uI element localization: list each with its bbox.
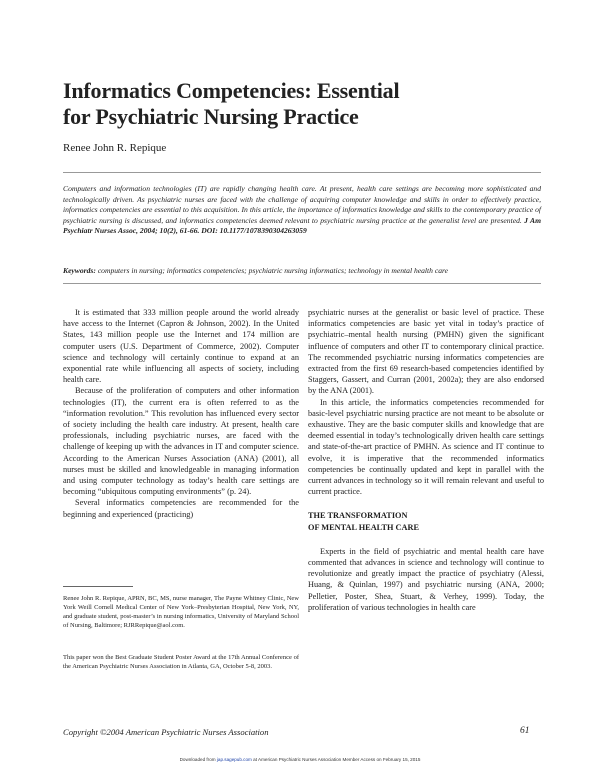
body-paragraph: Because of the proliferation of computers and other information technologies (IT), the current era is often referred to as the “information revolution.” This revolution has influenced every sector of society including the health care industry. At present, health care professionals, including psychiatric nurses, are faced with the challenge of keeping up with the advances in IT and computer science. According to the American Nurses Association (ANA) (2001), all nurses must be skilled and knowledgeable in managing information and using computer technology as today’s health care settings are becoming “ubiquitous computing environments” (p. 24).: [63, 386, 299, 497]
section-heading-line-2: OF MENTAL HEALTH CARE: [308, 522, 420, 532]
title-line-1: Informatics Competencies: Essential: [63, 78, 400, 103]
keywords: [63, 266, 541, 276]
download-prefix: Downloaded from: [179, 757, 216, 762]
keywords-label: Keywords:: [63, 266, 96, 275]
download-link[interactable]: jap.sagepub.com: [216, 757, 252, 762]
keywords-bottom-rule: [63, 283, 541, 284]
body-paragraph: It is estimated that 333 million people around the world already have access to the Internet (Capron & Johnson, 2002). In the United States, 143 million people use the Internet and 174 million are computer users (U.S. Department of Commerce, 2002). Computer science and technology will certainly continue to expand at an exponential rate while influencing all aspects of society, including health care.: [63, 308, 299, 385]
section-heading-line-1: THE TRANSFORMATION: [308, 511, 408, 521]
page-number: 61: [520, 726, 530, 736]
body-column-right: [308, 307, 544, 613]
body-paragraph: Experts in the field of psychiatric and mental health care have commented that advances in science and technology will continue to revolutionize and greatly impact the practice of psychiatry (Alessi, Huang, & Quinlan, 1997) and psychiatric nursing (ANA, 2000; Pelletier, Poster, Shea, Stuart, & Verhey, 1999). Today, the proliferation of various technologies in health care: [308, 546, 544, 612]
body-paragraph: psychiatric nurses at the generalist or basic level of practice. These informatics competencies are basic yet vital in today’s practice of psychiatric–mental health nursing (PMHN) given the significant influence of computers and other IT to contemporary clinical practice. The recommended psychiatric nursing informatics competencies are extracted from the first 69 research-based competencies identified by Staggers, Gassert, and Curran (2001, 2002a); they are also endorsed by the ANA (2001).: [308, 308, 544, 396]
abstract: [63, 184, 541, 237]
article-title: [63, 78, 543, 130]
award-footnote: This paper won the Best Graduate Student Poster Award at the 17th Annual Conference of the American Psychiatric Nurses Association in Atlanta, GA, October 5-8, 2003.: [63, 654, 299, 670]
section-heading: [308, 510, 544, 532]
abstract-text: Computers and information technologies (IT) are rapidly changing health care. At present, health care settings are becoming more sophisticated and technologically driven. As psychiatric nurses are faced with the challenge of acquiring computer knowledge and skills in order to effectively practice, informatics competencies are essential to this acquisition. In this article, the importance of informatics knowledge and skills to the contemporary practice of psychiatric nursing is discussed, and informatics competencies deemed relevant to psychiatric nursing practice at the generalist level are presented.: [63, 184, 541, 225]
body-column-left: [63, 307, 299, 520]
author-name: Renee John R. Repique: [63, 142, 167, 154]
author-footnote: Renee John R. Repique, APRN, BC, MS, nurse manager, The Payne Whitney Clinic, New York Weill Cornell Medical Center of New York–Presbyterian Hospital, New York, NY, and graduate student, post-master’s in nursing informatics, University of Maryland School of Nursing, Baltimore; RJRRepique@aol.com.: [63, 595, 299, 629]
title-line-2: for Psychiatric Nursing Practice: [63, 104, 359, 129]
abstract-citation: J Am Psychiatr Nurses Assoc, 2004; 10(2), 61-66. DOI: 10.1177/1078390304263059: [63, 215, 542, 236]
body-paragraph: Several informatics competencies are recommended for the beginning and experienced (practicing): [63, 498, 299, 519]
footnote-rule: [63, 586, 133, 587]
copyright-line: Copyright ©2004 American Psychiatric Nurses Association: [63, 727, 269, 737]
body-paragraph: In this article, the informatics competencies recommended for basic-level psychiatric nursing practice are not meant to be absolute or exhaustive. They are the basic computer skills and knowledge that are deemed essential in today’s technologically driven health care settings and state-of-the-art practice of PMHN. As science and IT continue to evolve, it is imperative that the recommended informatics competencies be continually updated and kept in parallel with the current advances in technology so it will remain relevant and useful to current practice.: [308, 397, 544, 497]
download-notice: [0, 757, 600, 762]
abstract-top-rule: [63, 172, 541, 173]
download-suffix: at American Psychiatric Nurses Association Member Access on February 15, 2015: [253, 757, 421, 762]
keywords-text: computers in nursing; informatics competencies; psychiatric nursing informatics; technology in mental health care: [97, 266, 449, 275]
